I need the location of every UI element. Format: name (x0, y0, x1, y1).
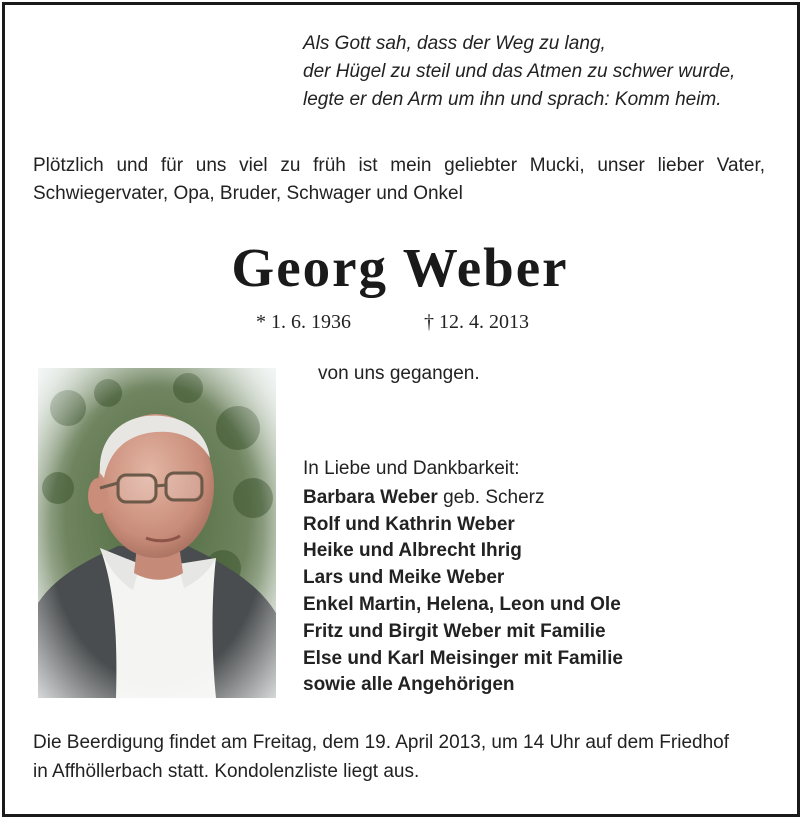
mourner-name: Enkel Martin, Helena, Leon und Ole (303, 593, 621, 615)
mourner-row (303, 646, 623, 673)
mourner-name: Fritz und Birgit Weber mit Familie (303, 620, 606, 642)
mourner-row (303, 512, 623, 539)
mourner-row (303, 538, 623, 565)
memorial-poem (303, 30, 773, 114)
mourners-heading: In Liebe und Dankbarkeit: (303, 458, 520, 479)
intro-line: Schwiegervater, Opa, Bruder, Schwager und Onkel (33, 183, 463, 204)
mourner-row (303, 565, 623, 592)
mourner-name: Lars und Meike Weber (303, 567, 505, 589)
mourner-name: sowie alle Angehörigen (303, 674, 515, 696)
poem-line: legte er den Arm um ihn und sprach: Komm heim. (303, 89, 722, 110)
mourner-name: Heike und Albrecht Ihrig (303, 540, 522, 562)
death-date: † 12. 4. 2013 (424, 311, 529, 333)
poem-line: Als Gott sah, dass der Weg zu lang, (303, 33, 606, 54)
deceased-name: Georg Weber (231, 237, 569, 298)
funeral-line: in Affhöllerbach statt. Kondolenzliste liegt aus. (33, 761, 420, 782)
mourner-name: Rolf und Kathrin Weber (303, 513, 515, 535)
funeral-line: Die Beerdigung findet am Freitag, dem 19. April 2013, um 14 Uhr auf dem Friedhof (33, 732, 729, 753)
poem-line: der Hügel zu steil und das Atmen zu schwer wurde, (303, 61, 736, 82)
mourner-maiden-name: geb. Scherz (443, 486, 545, 508)
mourner-name: Else und Karl Meisinger mit Familie (303, 647, 623, 669)
mourner-name: Barbara Weber (303, 486, 438, 508)
portrait-photo (38, 368, 276, 698)
passed-away-text: von uns gegangen. (318, 363, 480, 384)
birth-date: * 1. 6. 1936 (256, 311, 351, 333)
mourner-row (303, 592, 623, 619)
mourner-row (303, 485, 623, 512)
mourners-list (303, 456, 623, 699)
funeral-notice (33, 728, 773, 786)
intro-line: Plötzlich und für uns viel zu früh ist mein geliebter Mucki, unser lieber Vater, (33, 155, 765, 176)
mourner-row (303, 619, 623, 646)
announcement-intro (33, 152, 765, 208)
mourner-row (303, 672, 623, 699)
